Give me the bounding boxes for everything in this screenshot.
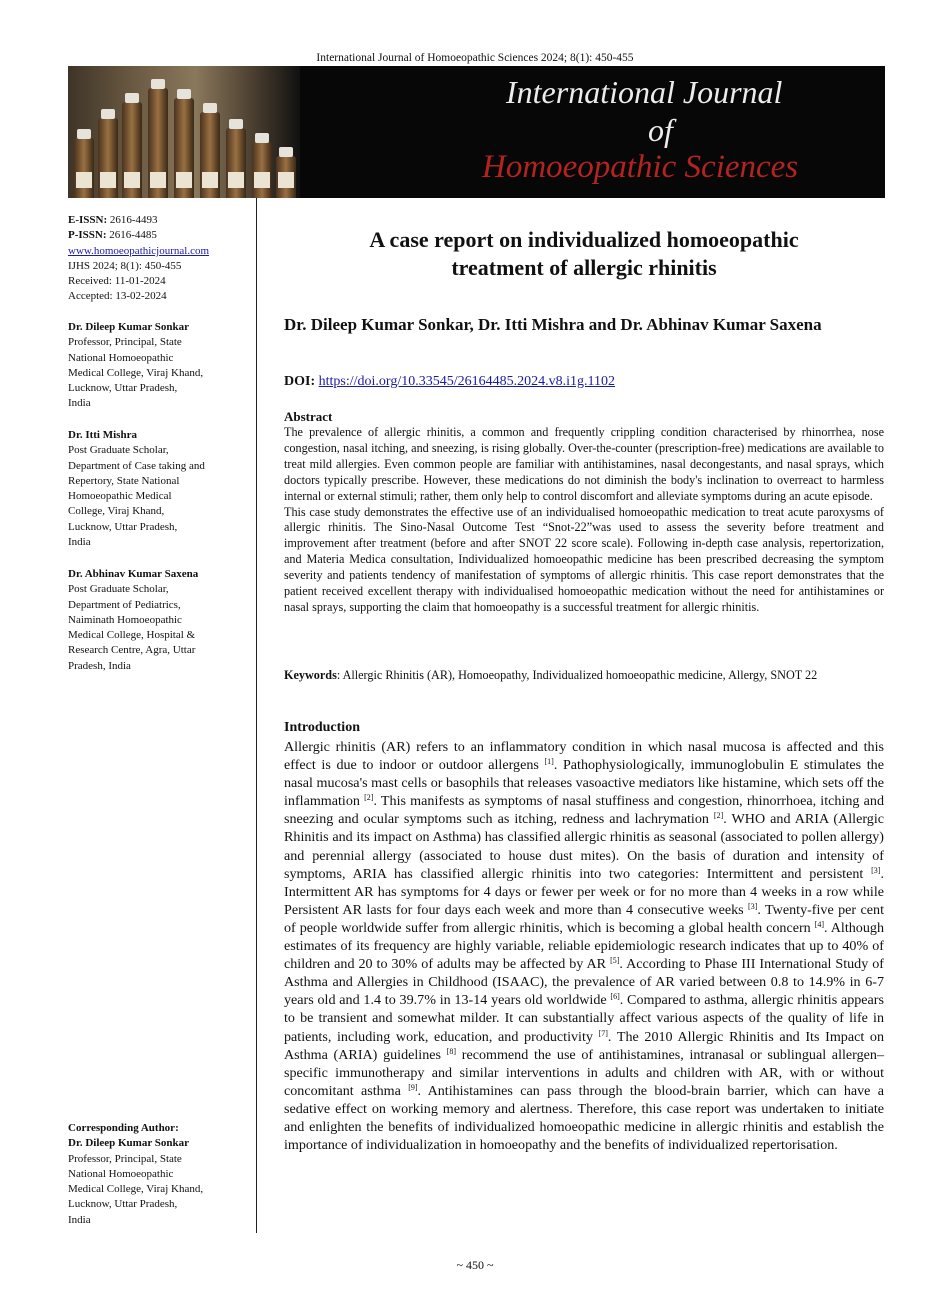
affiliation-3	[68, 567, 248, 674]
intro-text: . Intermittent AR has symptoms for 4 days or fewer per week or for no more than 4 weeks in a row while Persistent AR lasts for four days each week and more than 4 consecutive weeks	[284, 865, 884, 918]
running-head: International Journal of Homoeopathic Sciences 2024; 8(1): 450-455	[316, 52, 634, 64]
citation-ref: [2]	[713, 811, 724, 821]
affiliation-name: Dr. Itti Mishra	[68, 429, 137, 441]
affiliation-line: Naiminath Homoeopathic	[68, 613, 182, 626]
affiliation-line: Lucknow, Uttar Pradesh,	[68, 382, 178, 395]
article-title	[284, 226, 884, 282]
intro-text: . Antihistamines can pass through the blood-brain barrier, which can have a sedative effect on working memory and alertness. Therefore, this case report was undertaken to initiate and enlighten the benefits of individualized homoeopathic medicine in allergic rhinitis and establish the importance of individualization in homoeopathy and the benefits of individualized repertorisation.	[284, 1082, 884, 1154]
citation-ref: [1]	[544, 757, 554, 767]
introduction-body	[284, 738, 884, 1154]
abstract	[284, 425, 884, 616]
citation: IJHS 2024; 8(1): 450-455	[68, 259, 182, 272]
corresponding-line: Lucknow, Uttar Pradesh,	[68, 1198, 178, 1211]
affiliation-line: National Homoeopathic	[68, 351, 174, 364]
intro-text: . Although estimates of its frequency are highly variable, reliable epidemiologic research indicates that up to 40% of children and 20 to 30% of adults may be affected by AR	[284, 919, 884, 973]
abstract-heading: Abstract	[284, 409, 333, 424]
doi-link[interactable]: https://doi.org/10.33545/26164485.2024.v8.i1g.1102	[318, 374, 615, 389]
banner-title-line1: International Journal	[506, 74, 783, 110]
received-date: Received: 11-01-2024	[68, 275, 166, 288]
intro-text: . The 2010 Allergic Rhinitis and Its Impact on Asthma (ARIA) guidelines	[284, 1028, 884, 1063]
journal-banner	[68, 66, 885, 198]
citation-ref: [3]	[871, 865, 881, 875]
affiliation-line: Medical College, Viraj Khand,	[68, 366, 204, 379]
intro-text: . According to Phase III International Study of Asthma and Allergies in Childhood (ISAAC), the prevalence of AR varied between 0.8 to 14.9% in 6-7 years old and 1.4 to 39.7% in 13-14 years old worldwide	[284, 956, 884, 1009]
affiliation-line: Research Centre, Agra, Uttar	[68, 644, 196, 657]
affiliation-name: Dr. Dileep Kumar Sonkar	[68, 321, 190, 333]
page-number: ~ 450 ~	[456, 1258, 494, 1272]
corresponding-author	[68, 1121, 248, 1228]
accepted-date: Accepted: 13-02-2024	[68, 290, 167, 303]
author-list: Dr. Dileep Kumar Sonkar, Dr. Itti Mishra and Dr. Abhinav Kumar Saxena	[284, 315, 822, 334]
affiliation-line: Repertory, State National	[68, 474, 180, 487]
corresponding-label: Corresponding Author:	[68, 1122, 179, 1134]
affiliation-line: India	[68, 536, 91, 549]
doi-label: DOI:	[284, 374, 316, 389]
intro-text: . Twenty-five per cent of people worldwide suffer from allergic rhinitis, which is becoming a global health concern	[284, 901, 885, 936]
intro-text: . WHO and ARIA (Allergic Rhinitis and its impact on Asthma) has classified allergic rhinitis as seasonal (associated to pollen allergy) and perennial allergy (associated to house dust mites). On the basis of duration and intensity of symptoms, ARIA has classified allergic rhinitis into two categories: Intermittent and persistent	[284, 811, 884, 882]
intro-text: . This manifests as symptoms of nasal stuffiness and congestion, rhinorrhoea, itching and sneezing and ocular symptoms such as itching, redness and lachrymation	[284, 793, 884, 828]
article-header	[284, 226, 884, 282]
affiliation-line: Department of Case taking and	[68, 459, 205, 472]
affiliation-line: Pradesh, India	[68, 659, 131, 672]
citation-ref: [5]	[610, 956, 620, 966]
citation-ref: [6]	[610, 992, 620, 1002]
keywords-label: Keywords	[284, 668, 337, 682]
banner-bottles-image	[68, 66, 300, 198]
affiliation-line: Department of Pediatrics,	[68, 598, 181, 611]
pissn-label: P-ISSN:	[68, 229, 107, 242]
affiliation-line: Post Graduate Scholar,	[68, 583, 169, 596]
affiliation-2	[68, 428, 248, 550]
affiliation-line: Post Graduate Scholar,	[68, 444, 169, 457]
affiliation-name: Dr. Abhinav Kumar Saxena	[68, 568, 199, 580]
eissn-value: 2616-4493	[109, 214, 158, 226]
intro-text: . Pathophysiologically, immunoglobulin E stimulates the nasal mucosa's mast cells or basophils that releases vasoactive mediators like histamine, which sets off the inflammation	[284, 757, 884, 810]
keywords	[284, 668, 884, 684]
corresponding-line: National Homoeopathic	[68, 1167, 174, 1180]
corresponding-line: India	[68, 1213, 91, 1226]
affiliation-line: College, Viraj Khand,	[68, 505, 165, 518]
affiliation-line: Medical College, Hospital &	[68, 629, 196, 642]
corresponding-line: Medical College, Viraj Khand,	[68, 1183, 204, 1196]
banner-title-line3: Homoeopathic Sciences	[482, 149, 799, 185]
corresponding-name: Dr. Dileep Kumar Sonkar	[68, 1137, 190, 1150]
journal-meta	[68, 213, 248, 305]
affiliation-1	[68, 320, 248, 412]
citation-ref: [2]	[364, 793, 374, 803]
citation-ref: [7]	[598, 1028, 608, 1038]
citation-ref: [4]	[814, 919, 825, 929]
title-line-1: A case report on individualized homoeopathic	[369, 227, 799, 252]
banner-title-line2: of	[648, 112, 673, 148]
intro-text: . Compared to asthma, allergic rhinitis appears to be transient and somewhat milder. It can substantially affect various aspects of the quality of life in patients, including work, education, and productivity	[284, 992, 884, 1045]
affiliation-line: Homoeopathic Medical	[68, 490, 172, 503]
affiliation-line: India	[68, 397, 91, 410]
intro-text: recommend the use of antihistamines, intranasal or sublingual allergen–specific immunotherapy and similar interventions in adults and children with AR, with or without concomitant asthma	[284, 1046, 884, 1099]
pissn-value: 2616-4485	[109, 229, 157, 242]
affiliation-line: Lucknow, Uttar Pradesh,	[68, 520, 178, 533]
eissn-label: E-ISSN:	[68, 214, 108, 226]
introduction-heading: Introduction	[284, 720, 360, 735]
citation-ref: [9]	[408, 1082, 418, 1092]
keywords-list: : Allergic Rhinitis (AR), Homoeopathy, Individualized homoeopathic medicine, Allergy, SNOT 22	[336, 668, 818, 682]
citation-ref: [8]	[446, 1046, 457, 1056]
abstract-paragraph-2: This case study demonstrates the effective use of an individualised homoeopathic medication to treat acute paroxysms of allergic rhinitis. The Sino-Nasal Outcome Test “Snot-22”was used to assess the severity before treatment and improvement after treatment (before and after SNOT 22 score scale). Following in-depth case analysis, repertorization, and Materia Medica consultation, Individualized homoeopathic medicine has been prescribed decreasing the symptom severity and patients tendency of manifestation of symptoms of allergic rhinitis. This case report demonstrates that the patient received excellent therapy with individualised homoeopathic medication without the need for antihistamines or nasal sprays, supporting the claim that homoeopathy is a successful treatment for allergic rhinitis.	[284, 504, 884, 614]
citation-ref: [3]	[748, 901, 758, 911]
column-divider	[256, 198, 257, 1233]
affiliation-line: Professor, Principal, State	[68, 336, 182, 349]
doi-line	[284, 374, 615, 390]
title-line-2: treatment of allergic rhinitis	[451, 255, 717, 280]
journal-website-link[interactable]: www.homoeopathicjournal.com	[68, 244, 210, 257]
abstract-paragraph-1: The prevalence of allergic rhinitis, a common and frequently crippling condition characterised by rhinorrhea, nose congestion, nasal itching, and sneezing, is rising globally. Over-the-counter (prescription-free) medications are available to treat mild allergies. Even common people are familiar with antihistamines, nasal decongestants, and nasal sprays, which doctors typically prescribe. However, these medications do not diminish the body's inclination to overreact to harmless internal or external stimuli; rather, them only help to control discomfort and alleviate symptoms during an acute episode.	[284, 425, 884, 503]
intro-text: Allergic rhinitis (AR) refers to an inflammatory condition in which nasal mucosa is affected and this effect is due to indoor or outdoor allergens	[284, 739, 884, 774]
corresponding-line: Professor, Principal, State	[68, 1152, 182, 1165]
